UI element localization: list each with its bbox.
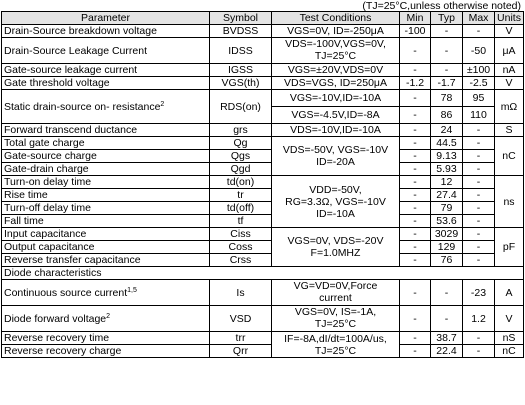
max-cell: - <box>463 25 495 38</box>
parameter-text: Continuous source current <box>4 286 128 299</box>
symbol-cell: td(on) <box>210 176 272 189</box>
max-cell: - <box>463 137 495 150</box>
header-units: Units <box>495 12 524 25</box>
parameter-cell: Input capacitance <box>2 228 210 241</box>
footnote-mark: 2 <box>106 312 111 320</box>
max-cell: 95 <box>463 90 495 107</box>
parameter-cell: Drain-Source breakdown voltage <box>2 25 210 38</box>
min-cell: - <box>400 254 431 267</box>
parameter-text: Diode forward voltage <box>4 312 107 325</box>
parameter-cell: Forward transcend ductance <box>2 124 210 137</box>
symbol-cell: td(off) <box>210 202 272 215</box>
typ-cell: - <box>431 280 463 306</box>
max-cell: - <box>463 228 495 241</box>
condition-cell <box>272 306 400 332</box>
min-cell: - <box>400 150 431 163</box>
typ-cell: 12 <box>431 176 463 189</box>
condition-line: TJ=25°C <box>314 317 357 330</box>
min-cell: - <box>400 345 431 358</box>
condition-line: ID=-20A <box>316 156 355 168</box>
footnote-mark: 1,5 <box>127 286 137 294</box>
typ-cell: 27.4 <box>431 189 463 202</box>
symbol-cell: Coss <box>210 241 272 254</box>
condition-line: TJ=25°C <box>314 49 357 62</box>
condition-line: TJ=25°C <box>314 344 357 357</box>
min-cell: - <box>400 202 431 215</box>
condition-line: VGS=0V, VDS=-20V <box>287 235 384 247</box>
condition-cell <box>272 176 400 228</box>
typ-cell: 44.5 <box>431 137 463 150</box>
parameter-cell: Turn-off delay time <box>2 202 210 215</box>
typ-cell: 38.7 <box>431 332 463 345</box>
typ-cell: 76 <box>431 254 463 267</box>
parameter-cell <box>2 90 210 124</box>
parameter-cell: Output capacitance <box>2 241 210 254</box>
unit-cell: pF <box>495 228 524 267</box>
condition-cell: VGS=-10V,ID=-10A <box>272 90 400 107</box>
typ-cell: 5.93 <box>431 163 463 176</box>
table-row <box>2 189 524 202</box>
diode-section-title: Diode characteristics <box>2 267 524 280</box>
symbol-cell: Is <box>210 280 272 306</box>
min-cell: - <box>400 332 431 345</box>
typ-cell: 24 <box>431 124 463 137</box>
parameter-cell: Gate threshold voltage <box>2 77 210 90</box>
parameter-cell: Reverse recovery time <box>2 332 210 345</box>
table-row <box>2 77 524 90</box>
typ-cell: 129 <box>431 241 463 254</box>
condition-line: VG=VD=0V,Force <box>293 280 378 292</box>
parameter-cell: Reverse recovery charge <box>2 345 210 358</box>
table-row <box>2 215 524 228</box>
table-row <box>2 64 524 77</box>
table-row <box>2 137 524 150</box>
symbol-cell: Qgs <box>210 150 272 163</box>
parameter-cell: Drain-Source Leakage Current <box>2 38 210 64</box>
symbol-cell: Qrr <box>210 345 272 358</box>
max-cell: - <box>463 254 495 267</box>
table-row <box>2 25 524 38</box>
min-cell: - <box>400 228 431 241</box>
condition-line: IF=-8A,dI/dt=100A/us, <box>284 332 387 345</box>
min-cell: - <box>400 306 431 332</box>
parameter-cell <box>2 306 210 332</box>
max-cell: ±100 <box>463 64 495 77</box>
max-cell: - <box>463 189 495 202</box>
unit-cell: nS <box>495 332 524 345</box>
table-row <box>2 90 524 107</box>
unit-cell: nA <box>495 64 524 77</box>
symbol-cell: Qgd <box>210 163 272 176</box>
parameter-cell: Total gate charge <box>2 137 210 150</box>
typ-cell: 78 <box>431 90 463 107</box>
condition-line: VDD=-50V, <box>309 183 362 196</box>
parameter-cell: Turn-on delay time <box>2 176 210 189</box>
condition-line: RG=3.3Ω, VGS=-10V <box>285 195 386 208</box>
typ-cell: 22.4 <box>431 345 463 358</box>
table-row <box>2 163 524 176</box>
condition-cell <box>272 38 400 64</box>
header-max: Max <box>463 12 495 25</box>
min-cell: - <box>400 64 431 77</box>
unit-cell: nC <box>495 345 524 358</box>
min-cell: - <box>400 176 431 189</box>
table-row <box>2 228 524 241</box>
conditions-note: (TJ=25°C,unless otherwise noted) <box>362 0 521 12</box>
max-cell: - <box>463 345 495 358</box>
condition-line: VGS=0V, IS=-1A, <box>294 306 377 318</box>
unit-cell: V <box>495 77 524 90</box>
min-cell: - <box>400 189 431 202</box>
min-cell: - <box>400 38 431 64</box>
min-cell: - <box>400 280 431 306</box>
footnote-mark: 2 <box>160 100 165 108</box>
min-cell: -100 <box>400 25 431 38</box>
parameter-cell: Rise time <box>2 189 210 202</box>
condition-cell: VGS=-4.5V,ID=-8A <box>272 107 400 124</box>
symbol-cell: Ciss <box>210 228 272 241</box>
min-cell: - <box>400 107 431 124</box>
max-cell: - <box>463 163 495 176</box>
typ-cell: 3029 <box>431 228 463 241</box>
symbol-cell: VGS(th) <box>210 77 272 90</box>
condition-cell <box>272 137 400 176</box>
table-row <box>2 202 524 215</box>
parameter-cell: Fall time <box>2 215 210 228</box>
unit-cell: nC <box>495 137 524 176</box>
parameter-cell: Reverse transfer capacitance <box>2 254 210 267</box>
table-row <box>2 345 524 358</box>
table-row <box>2 176 524 189</box>
section-row <box>2 267 524 280</box>
unit-cell: A <box>495 280 524 306</box>
max-cell: -2.5 <box>463 77 495 90</box>
condition-cell: VDS=-10V,ID=-10A <box>272 124 400 137</box>
symbol-cell: RDS(on) <box>210 90 272 124</box>
symbol-cell: tf <box>210 215 272 228</box>
typ-cell: -1.7 <box>431 77 463 90</box>
symbol-cell: VSD <box>210 306 272 332</box>
condition-cell: VDS=VGS, ID=250μA <box>272 77 400 90</box>
table-row <box>2 150 524 163</box>
min-cell: - <box>400 163 431 176</box>
max-cell: - <box>463 332 495 345</box>
unit-cell: μA <box>495 38 524 64</box>
table-row <box>2 306 524 332</box>
symbol-cell: Qg <box>210 137 272 150</box>
min-cell: - <box>400 215 431 228</box>
condition-line: current <box>319 291 352 304</box>
min-cell: -1.2 <box>400 77 431 90</box>
max-cell: - <box>463 241 495 254</box>
max-cell: - <box>463 150 495 163</box>
table-row <box>2 241 524 254</box>
condition-cell <box>272 332 400 358</box>
condition-line: VDS=-100V,VGS=0V, <box>285 38 386 50</box>
symbol-cell: IGSS <box>210 64 272 77</box>
header-test-conditions: Test Conditions <box>272 12 400 25</box>
table-row <box>2 38 524 64</box>
typ-cell: 53.6 <box>431 215 463 228</box>
symbol-cell: BVDSS <box>210 25 272 38</box>
unit-cell: V <box>495 25 524 38</box>
table-row <box>2 254 524 267</box>
max-cell: - <box>463 176 495 189</box>
symbol-cell: grs <box>210 124 272 137</box>
typ-cell: 79 <box>431 202 463 215</box>
typ-cell: - <box>431 25 463 38</box>
condition-cell <box>272 280 400 306</box>
max-cell: - <box>463 202 495 215</box>
symbol-cell: tr <box>210 189 272 202</box>
min-cell: - <box>400 137 431 150</box>
table-row <box>2 332 524 345</box>
condition-cell: VGS=0V, ID=-250μA <box>272 25 400 38</box>
unit-cell: S <box>495 124 524 137</box>
symbol-cell: IDSS <box>210 38 272 64</box>
typ-cell: 86 <box>431 107 463 124</box>
max-cell: -23 <box>463 280 495 306</box>
parameter-cell <box>2 280 210 306</box>
unit-cell: V <box>495 306 524 332</box>
header-parameter: Parameter <box>2 12 210 25</box>
max-cell: - <box>463 124 495 137</box>
symbol-cell: Crss <box>210 254 272 267</box>
parameter-cell: Gate-source charge <box>2 150 210 163</box>
header-typ: Typ <box>431 12 463 25</box>
table-row <box>2 124 524 137</box>
max-cell: 1.2 <box>463 306 495 332</box>
min-cell: - <box>400 124 431 137</box>
parameter-cell: Gate-drain charge <box>2 163 210 176</box>
min-cell: - <box>400 90 431 107</box>
min-cell: - <box>400 241 431 254</box>
condition-line: VDS=-50V, VGS=-10V <box>282 144 389 156</box>
typ-cell: 9.13 <box>431 150 463 163</box>
max-cell: - <box>463 215 495 228</box>
header-min: Min <box>400 12 431 25</box>
table-row <box>2 280 524 306</box>
header-symbol: Symbol <box>210 12 272 25</box>
unit-cell: ns <box>495 176 524 228</box>
parameter-text: Static drain-source on- resistance <box>4 100 161 113</box>
max-cell: -50 <box>463 38 495 64</box>
condition-cell <box>272 228 400 267</box>
header-row <box>2 12 524 25</box>
parameter-cell: Gate-source leakage current <box>2 64 210 77</box>
condition-line: F=1.0MHZ <box>310 247 361 259</box>
unit-cell: mΩ <box>495 90 524 124</box>
symbol-cell: trr <box>210 332 272 345</box>
condition-line: ID=-10A <box>316 207 355 220</box>
electrical-characteristics-table <box>1 11 524 358</box>
max-cell: 110 <box>463 107 495 124</box>
typ-cell: - <box>431 306 463 332</box>
condition-cell: VGS=±20V,VDS=0V <box>272 64 400 77</box>
typ-cell: - <box>431 64 463 77</box>
typ-cell: - <box>431 38 463 64</box>
